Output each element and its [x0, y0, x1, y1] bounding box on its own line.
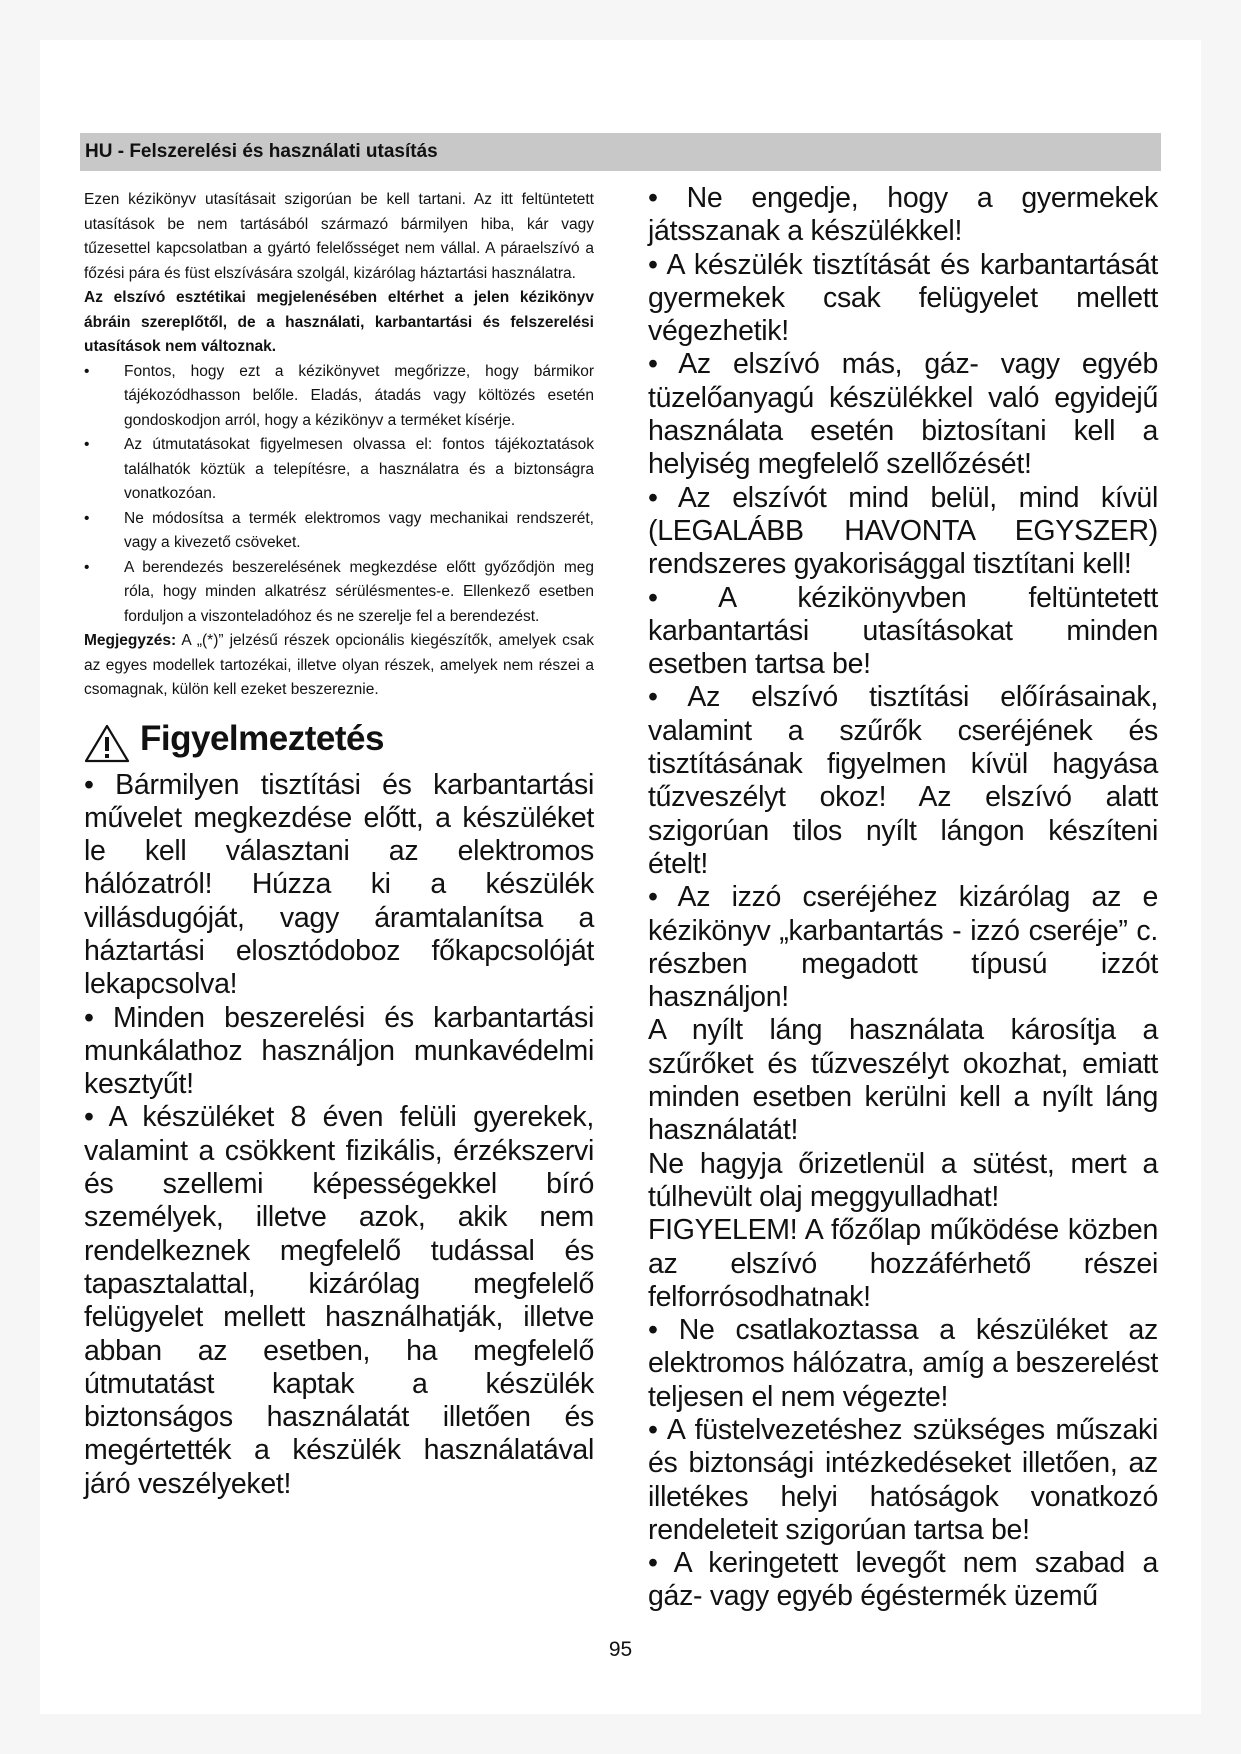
warning-paragraph: • A kézikönyvben feltüntetett karbantartási utasításokat minden esetben tartsa be! [648, 581, 1158, 681]
note-label: Megjegyzés: [84, 632, 177, 649]
warning-paragraph: Ne hagyja őrizetlenül a sütést, mert a túlhevült olaj meggyulladhat! [648, 1147, 1158, 1213]
warning-triangle-icon [84, 723, 130, 763]
warning-paragraph: • Az izzó cseréjéhez kizárólag az e kézikönyv „karbantartás - izzó cseréje” c. részben megadott típusú izzót használjon! [648, 881, 1158, 1014]
right-column [648, 182, 1158, 1614]
warning-paragraph: • Ne engedje, hogy a gyermekek játsszanak a készülékkel! [648, 182, 1158, 248]
warning-paragraph: • Az elszívó tisztítási előírásainak, valamint a szűrők cseréjének és tisztításának figyelmen kívül hagyása tűzveszélyt okoz! Az elszívó alatt szigorúan tilos nyílt lángon készíteni ételt! [648, 681, 1158, 880]
page-number: 95 [608, 1638, 633, 1661]
left-column [84, 188, 594, 1501]
warning-paragraph: • Ne csatlakoztassa a készüléket az elektromos hálózatra, amíg a beszerelést teljesen el nem végezte! [648, 1314, 1158, 1413]
list-item: • A berendezés beszerelésének megkezdése előtt győződjön meg róla, hogy minden alkatrész sérülésmentes-e. Ellenkező esetben forduljon a viszonteladóhoz és ne szerelje fel a berendezést. [84, 556, 594, 630]
intro-section [84, 188, 594, 703]
list-item: • Fontos, hogy ezt a kézikönyvet megőrizze, hogy bármikor tájékozódhasson belőle. Eladás, átadás vagy költözés esetén gondoskodjon arról, hogy a kézikönyv a terméket kísérje. [84, 360, 594, 434]
note-text: A „(*)” jelzésű részek opcionális kiegészítők, amelyek csak az egyes modellek tartozékai, illetve olyan részek, amelyek nem részei a csomagnak, külön kell ezeket beszereznie. [84, 632, 594, 698]
intro-bold-paragraph: Az elszívó esztétikai megjelenésében eltérhet a jelen kézikönyv ábráin szereplőtől, de a használati, karbantartási és felszerelési utasítások nem változnak. [84, 289, 594, 355]
warning-heading [84, 718, 594, 769]
list-item: • Ne módosítsa a termék elektromos vagy mechanikai rendszerét, vagy a kivezető csöveket. [84, 507, 594, 556]
warning-paragraph: FIGYELEM! A főzőlap működése közben az elszívó hozzáférhető részei felforrósodhatnak! [648, 1214, 1158, 1313]
note-paragraph [84, 629, 594, 703]
warning-paragraph: • Az elszívó más, gáz- vagy egyéb tüzelőanyagú készülékkel való egyidejű használata esetén biztosítani kell a helyiség megfelelő szellőzését! [648, 348, 1158, 481]
warning-paragraph: • A készülék tisztítását és karbantartását gyermekek csak felügyelet mellett végezhetik! [648, 248, 1158, 348]
intro-paragraph: Ezen kézikönyv utasításait szigorúan be kell tartani. Az itt feltüntetett utasítások be nem tartásából származó bármilyen hiba, kár vagy tűzesettel kapcsolatban a gyártó felelősséget nem vállal. A páraelszívó a főzési pára és füst elszívására szolgál, kizárólag háztartási használatra. [84, 191, 594, 282]
warning-paragraph: • A keringetett levegőt nem szabad a gáz- vagy egyéb égéstermék üzemű [648, 1547, 1158, 1613]
section-header-title: HU - Felszerelési és használati utasítás [85, 141, 438, 162]
warning-paragraph: • Bármilyen tisztítási és karbantartási művelet megkezdése előtt, a készüléket le kell választani az elektromos hálózatról! Húzza ki a készülék villásdugóját, vagy áramtalanítsa a háztartási elosztódoboz főkapcsolóját lekapcsolva! [84, 768, 594, 1001]
warning-left-text [84, 769, 594, 1502]
warning-paragraph: • Minden beszerelési és karbantartási munkálathoz használjon munkavédelmi kesztyűt! [84, 1001, 594, 1101]
list-item: • Az útmutatásokat figyelmesen olvassa el: fontos tájékoztatások találhatók köztük a telepítésre, a használatra és a biztonságra vonatkozóan. [84, 433, 594, 507]
warning-paragraph: • A füstelvezetéshez szükséges műszaki és biztonsági intézkedéseket illetően, az illetékes helyi hatóságok vonatkozó rendeleteit szigorúan tartsa be! [648, 1413, 1158, 1546]
intro-bullet-list [84, 360, 594, 630]
warning-paragraph: A nyílt láng használata károsítja a szűrőket és tűzveszélyt okozhat, emiatt minden esetben kerülni kell a nyílt láng használatát! [648, 1014, 1158, 1147]
warning-paragraph: • Az elszívót mind belül, mind kívül (LEGALÁBB HAVONTA EGYSZER) rendszeres gyakorisággal tisztítani kell! [648, 481, 1158, 581]
section-header-bar [80, 133, 1161, 171]
warning-title: Figyelmeztetés [140, 718, 384, 758]
warning-paragraph: • A készüléket 8 éven felüli gyerekek, valamint a csökkent fizikális, érzékszervi és szellemi képességekkel bíró személyek, illetve azok, akik nem rendelkeznek megfelelő tudással és tapasztalattal, kizárólag megfelelő felügyelet mellett használhatják, illetve abban az esetben, ha megfelelő útmutatást kaptak a készülék biztonságos használatát illetően és megértették a készülék használatával járó veszélyeket! [84, 1101, 594, 1500]
